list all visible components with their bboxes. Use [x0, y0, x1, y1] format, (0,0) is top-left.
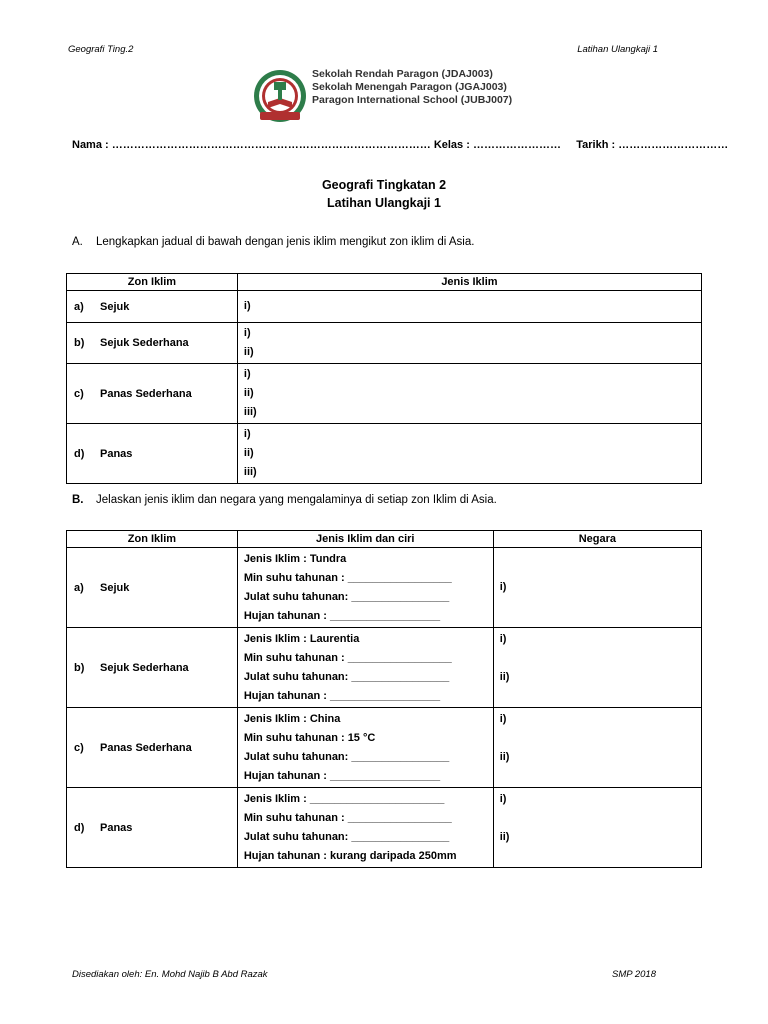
nama-label: Nama : [72, 139, 109, 151]
section-b-label: B. [72, 494, 84, 506]
school-letterhead [250, 68, 520, 130]
country-cell[interactable]: i) ii) [493, 708, 701, 788]
zone-cell: b) Sejuk Sederhana [67, 628, 238, 708]
climate-detail-cell[interactable]: Jenis Iklim : ______________________ Min suhu tahunan : _________________ Julat suhu tahunan: ________________ Hujan tahunan : kurang daripada 250mm [237, 788, 493, 868]
section-a-instruction [72, 236, 474, 248]
document-subtitle: Latihan Ulangkaji 1 [327, 196, 441, 210]
column-header: Jenis Iklim dan ciri [237, 531, 493, 548]
school-seal-icon [250, 68, 310, 128]
table-header-row [67, 274, 702, 291]
zone-cell: a) Sejuk [67, 291, 238, 323]
school-name-primary: Sekolah Rendah Paragon (JDAJ003) [312, 68, 493, 80]
section-b-text: Jelaskan jenis iklim dan negara yang mengalaminya di setiap zon Iklim di Asia. [96, 494, 497, 506]
footer-code: SMP 2018 [611, 969, 656, 980]
kelas-label: Kelas : [433, 139, 470, 151]
column-header: Jenis Iklim [237, 274, 701, 291]
table-row [67, 424, 702, 484]
table-row [67, 323, 702, 364]
answer-cell[interactable]: i) ii) iii) [237, 364, 701, 424]
table-header-row [67, 531, 702, 548]
page-header-subject: Geografi Ting.2 [68, 44, 134, 55]
zone-cell: d) Panas [67, 424, 238, 484]
answer-cell[interactable]: i) ii) iii) [237, 424, 701, 484]
country-cell[interactable]: i) ii) [493, 628, 701, 708]
column-header: Zon Iklim [67, 531, 238, 548]
table-row [67, 708, 702, 788]
answer-cell[interactable]: i) [237, 291, 701, 323]
table-row [67, 364, 702, 424]
nama-field[interactable]: …………………………………………………………………………… [111, 139, 431, 151]
zone-cell: d) Panas [67, 788, 238, 868]
tarikh-label: Tarikh : [576, 139, 616, 151]
section-b-table [66, 530, 702, 868]
document-title: Geografi Tingkatan 2 [321, 178, 447, 192]
climate-detail-cell[interactable]: Jenis Iklim : Tundra Min suhu tahunan : _________________ Julat suhu tahunan: ________________ Hujan tahunan : __________________ [237, 548, 493, 628]
tarikh-field[interactable]: ………………………… [618, 139, 729, 151]
climate-detail-cell[interactable]: Jenis Iklim : China Min suhu tahunan : 15 °C Julat suhu tahunan: ________________ Hujan tahunan : __________________ [237, 708, 493, 788]
zone-cell: a) Sejuk [67, 548, 238, 628]
climate-detail-cell[interactable]: Jenis Iklim : Laurentia Min suhu tahunan : _________________ Julat suhu tahunan: ________________ Hujan tahunan : __________________ [237, 628, 493, 708]
kelas-field[interactable]: …………………… [472, 139, 561, 151]
section-a-label: A. [72, 236, 83, 248]
footer-author: Disediakan oleh: En. Mohd Najib B Abd Razak [72, 969, 268, 980]
zone-cell: c) Panas Sederhana [67, 708, 238, 788]
school-name-international: Paragon International School (JUBJ007) [312, 94, 513, 106]
country-cell[interactable]: i) ii) [493, 788, 701, 868]
table-row [67, 548, 702, 628]
column-header: Zon Iklim [67, 274, 238, 291]
section-a-text: Lengkapkan jadual di bawah dengan jenis iklim mengikut zon iklim di Asia. [96, 236, 475, 248]
section-b-instruction [72, 494, 497, 506]
section-a-table [66, 273, 702, 484]
answer-cell[interactable]: i) ii) [237, 323, 701, 364]
student-info-line [72, 139, 728, 151]
zone-cell: c) Panas Sederhana [67, 364, 238, 424]
zone-cell: b) Sejuk Sederhana [67, 323, 238, 364]
table-row [67, 788, 702, 868]
column-header: Negara [493, 531, 701, 548]
table-row [67, 628, 702, 708]
page-header-exercise: Latihan Ulangkaji 1 [577, 44, 658, 55]
country-cell[interactable]: i) [493, 548, 701, 628]
school-name-secondary: Sekolah Menengah Paragon (JGAJ003) [312, 81, 507, 93]
table-row [67, 291, 702, 323]
